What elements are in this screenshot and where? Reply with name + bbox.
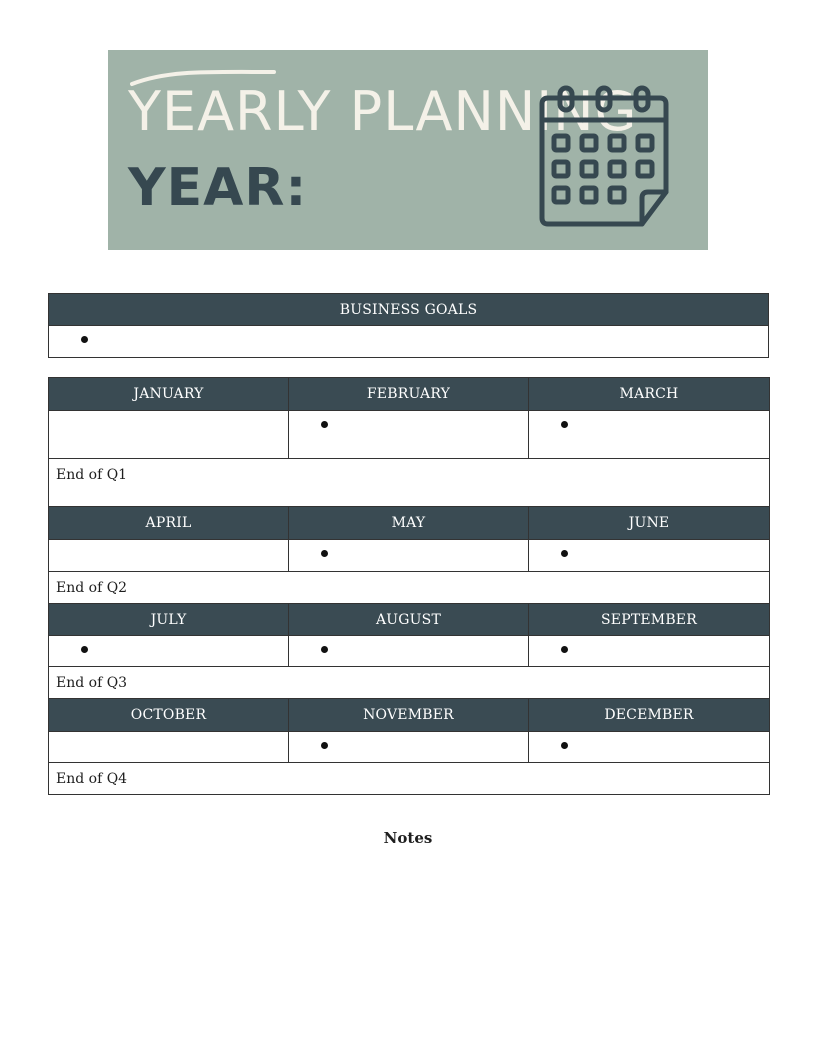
month-header-july: JULY	[49, 604, 289, 636]
bullet-point	[81, 646, 88, 653]
bullet-point	[561, 550, 568, 557]
month-header-june: JUNE	[529, 507, 770, 540]
month-header-february: FEBRUARY	[289, 378, 529, 411]
month-cell-november[interactable]	[289, 732, 529, 763]
bullet-point	[81, 336, 88, 343]
quarter-end-q1[interactable]: End of Q1	[49, 459, 770, 507]
business-goals-table	[48, 293, 769, 358]
month-cell-march[interactable]	[529, 411, 770, 459]
month-cell-january[interactable]	[49, 411, 289, 459]
month-header-august: AUGUST	[289, 604, 529, 636]
month-header-december: DECEMBER	[529, 699, 770, 732]
month-header-september: SEPTEMBER	[529, 604, 770, 636]
bullet-point	[321, 646, 328, 653]
header-banner	[108, 50, 708, 250]
quarter-end-q2[interactable]: End of Q2	[49, 572, 770, 604]
bullet-point	[321, 421, 328, 428]
month-header-october: OCTOBER	[49, 699, 289, 732]
month-cell-april[interactable]	[49, 540, 289, 572]
month-cell-december[interactable]	[529, 732, 770, 763]
month-cell-may[interactable]	[289, 540, 529, 572]
month-cell-june[interactable]	[529, 540, 770, 572]
month-header-april: APRIL	[49, 507, 289, 540]
month-cell-february[interactable]	[289, 411, 529, 459]
bullet-point	[561, 742, 568, 749]
quarter-end-q3[interactable]: End of Q3	[49, 667, 770, 699]
quarter-end-q4[interactable]: End of Q4	[49, 763, 770, 795]
notes-heading: Notes	[383, 829, 433, 847]
month-cell-october[interactable]	[49, 732, 289, 763]
month-cell-september[interactable]	[529, 636, 770, 667]
bullet-point	[321, 742, 328, 749]
year-label: YEAR:	[128, 158, 308, 218]
page-title: YEARLY PLANNING	[128, 80, 638, 143]
bullet-point	[321, 550, 328, 557]
calendar-icon	[538, 84, 670, 230]
month-cell-july[interactable]	[49, 636, 289, 667]
month-header-march: MARCH	[529, 378, 770, 411]
bullet-point	[561, 646, 568, 653]
month-header-november: NOVEMBER	[289, 699, 529, 732]
business-goals-header: BUSINESS GOALS	[49, 294, 769, 326]
monthly-planning-table	[48, 377, 770, 795]
month-header-january: JANUARY	[49, 378, 289, 411]
month-cell-august[interactable]	[289, 636, 529, 667]
month-header-may: MAY	[289, 507, 529, 540]
business-goals-entry[interactable]	[49, 326, 769, 358]
bullet-point	[561, 421, 568, 428]
